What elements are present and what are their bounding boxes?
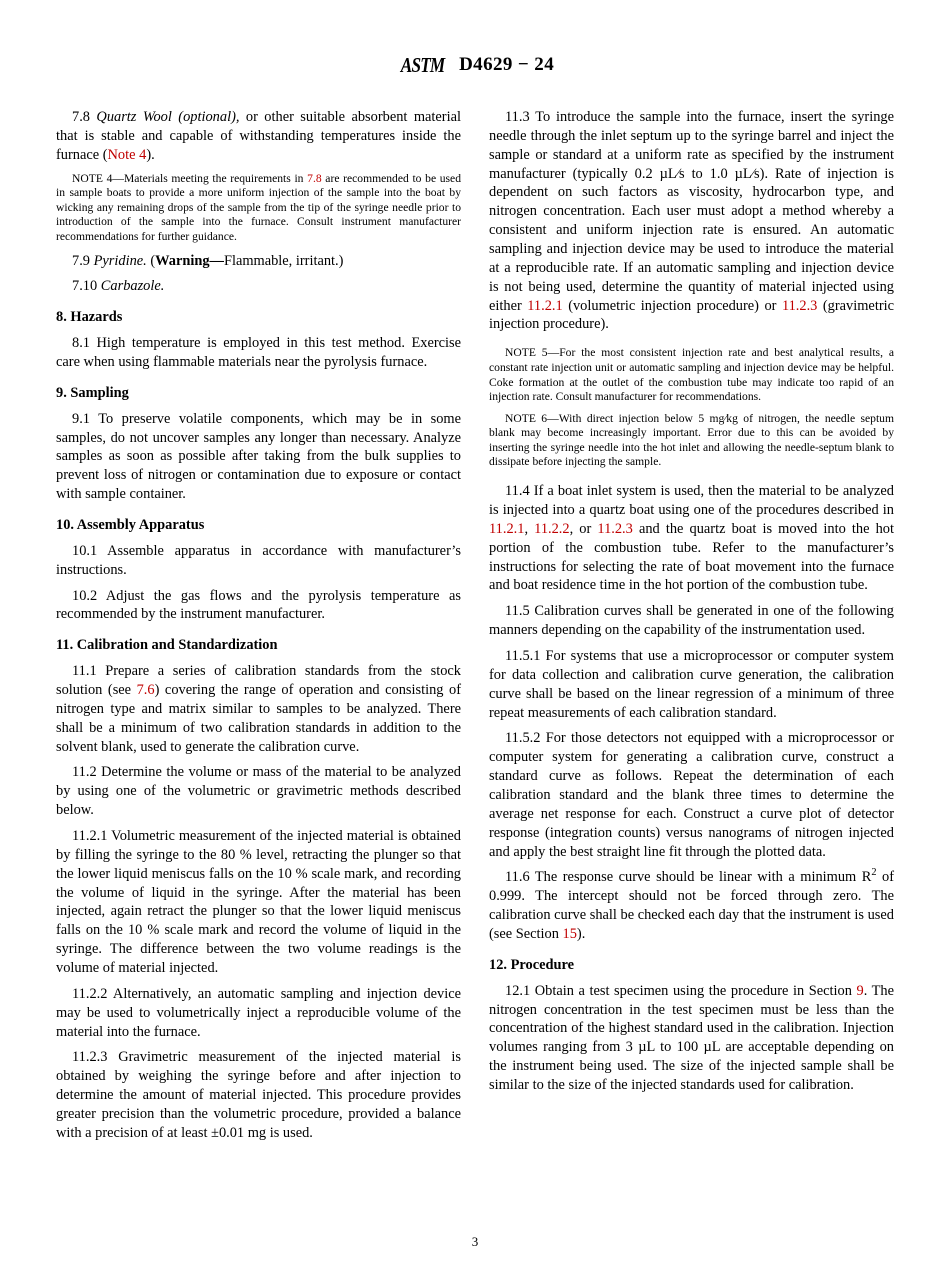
left-column	[56, 108, 461, 1150]
paragraph-7-8	[56, 108, 461, 165]
astm-logo: ASTM	[400, 52, 445, 77]
text-7-8-a: or other suitable absorbent material that is stable and capable of withstanding temperatures inside the furnace (	[56, 109, 461, 163]
paragraph-11-6	[489, 868, 894, 943]
section-heading-9: 9. Sampling	[56, 384, 129, 401]
paragraph-11-2-3: 11.2.3 Gravimetric measurement of the injected material is obtained by weighing the syringe before and after injection to determine the amount of material injected. This procedure provides greater precision than the volumetric procedure, provided a balance with a precision of at least ±0.01 mg is used.	[56, 1049, 461, 1141]
text-7-8-b: ).	[146, 146, 155, 163]
note-6-label: NOTE 6	[505, 411, 548, 425]
xref-7-8[interactable]: 7.8	[307, 171, 322, 185]
text-11-4-a: 11.4 If a boat inlet system is used, then the material to be analyzed is injected into a quartz boat using one of the procedures described in	[489, 483, 894, 518]
paragraph-11-2-2: 11.2.2 Alternatively, an automatic sampling and injection device may be used to volumetrically inject a reproducible volume of the material into the furnace.	[56, 985, 461, 1040]
paragraph-11-1	[56, 662, 461, 756]
xref-11-2-3-b[interactable]: 11.2.3	[597, 520, 633, 537]
label-7-9: 7.9	[72, 252, 90, 269]
paragraph-9-1: 9.1 To preserve volatile components, which may be in some samples, do not uncover samples any longer than necessary. Analyze samples as soon as possible after taking from the bulk supplies to prevent loss of nitrogen or contamination due to exposure or contact with sample container.	[56, 410, 461, 503]
text-11-3-b: (volumetric injection procedure) or	[562, 297, 782, 314]
xref-11-2-1-b[interactable]: 11.2.1	[489, 520, 525, 537]
paragraph-7-9: 7.9 Pyridine. (Warning—Flammable, irritant.)	[72, 252, 344, 269]
paragraph-11-4	[489, 482, 894, 595]
note-6-text: —With direct injection below 5 mg∕kg of nitrogen, the needle septum blank may become increasingly important. Error due to this can be avoided by inserting the syringe needle into the hot inlet and allowing the needle-septum blank to dissipate before injecting the sample.	[489, 411, 894, 469]
paragraph-12-1	[489, 982, 894, 1095]
note-4-text-a: —Materials meeting the requirements in	[112, 171, 308, 185]
page-number: 3	[471, 1234, 479, 1249]
text-12-1-b: . The nitrogen concentration in the test specimen must be less than the concentration of the highest standard used in the calibration. Injection volumes ranging from 3 µL to 100 µL are acceptable depending on the instrument being used. The size of the injected sample shall be similar to the size of the injected standards used for calibration.	[489, 982, 894, 1093]
note-6	[489, 412, 894, 470]
xref-section-9[interactable]: 9	[856, 982, 864, 999]
label-7-8: 7.8	[72, 109, 90, 125]
sep-2: , or	[569, 520, 598, 537]
section-heading-10: 10. Assembly Apparatus	[56, 517, 205, 533]
paragraph-11-5-2: 11.5.2 For those detectors not equipped with a microprocessor or computer system for generating a calibration curve, construct a standard curve as follows. Repeat the determination of each calibration standard and the blank three times to determine the average net response for each. Construct a curve plot of detector response (integration counts) versus nanograms of nitrogen injected and apply the best straight line fit through the plotted data.	[489, 730, 894, 860]
section-heading-12: 12. Procedure	[489, 956, 574, 973]
title-7-10: Carbazole.	[100, 278, 165, 295]
text-7-9: Flammable, irritant.)	[223, 252, 344, 269]
paragraph-7-10	[56, 277, 461, 296]
paragraph-11-5-1: 11.5.1 For systems that use a microprocessor or computer system for data collection and calibration curve generation, the calibration curve shall be based on the linear regression of a minimum of three repeat measurements of each calibration standard.	[489, 647, 894, 721]
paragraph-10-1: 10.1 Assemble apparatus in accordance with manufacturer’s instructions.	[56, 542, 461, 578]
paragraph-11-5: 11.5 Calibration curves shall be generated in one of the following manners depending on the capability of the instrumentation used.	[489, 603, 894, 639]
text-11-6-b: of 0.999. The intercept should not be forced through zero. The calibration curve shall be checked each day that the instrument is used (see Section	[489, 869, 895, 942]
label-7-10: 7.10	[72, 278, 98, 295]
text-11-1-a: 11.1 Prepare a series of calibration standards from the stock solution (see	[56, 663, 461, 699]
warning-label: Warning—	[155, 252, 224, 269]
text-11-6-c: ).	[576, 925, 586, 942]
paragraph-11-3	[489, 108, 894, 334]
title-7-8: Quartz Wool (optional),	[96, 109, 240, 125]
text-11-6-a: 11.6 The response curve should be linear with a minimum R	[505, 869, 872, 886]
section-heading-8: 8. Hazards	[56, 309, 123, 326]
text-12-1-a: 12.1 Obtain a test specimen using the procedure in Section	[505, 982, 857, 999]
paragraph-8-1: 8.1 High temperature is employed in this test method. Exercise care when using flammable materials near the pyrolysis furnace.	[56, 335, 461, 370]
xref-11-2-3[interactable]: 11.2.3	[781, 297, 818, 314]
superscript-2: 2	[871, 867, 877, 879]
section-heading-11: 11. Calibration and Standardization	[56, 637, 278, 654]
paragraph-11-2-1: 11.2.1 Volumetric measurement of the injected material is obtained by filling the syringe to the 80 % level, retracting the plunger so that the lower liquid meniscus falls on the 10 % scale mark, and recording the volume of liquid in the syringe. After the material has been injected, again retract the plunger so that the lower liquid meniscus falls on the 10 % scale mark and record the volume of liquid in the syringe. The difference between the two volume readings is the volume of material injected.	[56, 828, 461, 977]
page-header	[56, 48, 894, 82]
text-11-3-c: (gravimetric injection procedure).	[489, 297, 894, 333]
xref-7-6[interactable]: 7.6	[136, 682, 155, 699]
note-5-label: NOTE 5	[505, 346, 548, 360]
xref-11-2-2[interactable]: 11.2.2	[534, 520, 570, 537]
xref-note-4[interactable]: Note 4	[107, 146, 147, 163]
sep-1: ,	[524, 520, 535, 537]
text-11-4-b: and the quartz boat is moved into the hot portion of the combustion tube. Refer to the manufacturer’s instructions for selecting the rate of boat movement into the furnace and boat residence time in the hot portion of the combustion tube.	[489, 520, 894, 594]
xref-11-2-1[interactable]: 11.2.1	[527, 297, 563, 314]
paragraph-10-2: 10.2 Adjust the gas flows and the pyrolysis temperature as recommended by the instrument manufacturer.	[56, 587, 461, 623]
document-designation: D4629 − 24	[459, 54, 555, 75]
note-5	[489, 346, 894, 404]
paragraph-11-2: 11.2 Determine the volume or mass of the material to be analyzed by using one of the volumetric or gravimetric methods described below.	[56, 764, 461, 819]
text-11-3-a: 11.3 To introduce the sample into the furnace, insert the syringe needle through the inlet septum up to the syringe barrel and inject the sample or standard at a uniform rate as specified by the instrument manufacturer (typically 0.2 µL∕s to 1.0 µL∕s). Rate of injection is dependent on such factors as viscosity, hydrocarbon type, and nitrogen concentration. Each user must adopt a method whereby a consistent and uniform injection rate is ensured. An automatic sampling and injection device may be used to introduce the material at a reproducible rate. If an automatic sampling and injection device is not being used, determine the quantity of material injected using either	[489, 109, 894, 314]
note-4-text-b: are recommended to be used in sample boats to provide a more uniform injection of the sample into the boat by wicking any remaining drops of the sample from the tip of the syringe needle prior to introduction of the sample into the furnace. Consult instrument manufacturer recommendations for further guidance.	[56, 171, 462, 243]
two-column-body	[56, 108, 894, 1150]
title-7-9: Pyridine.	[93, 252, 147, 269]
note-4-label: NOTE 4	[72, 171, 113, 185]
xref-section-15[interactable]: 15	[562, 925, 577, 942]
note-4	[56, 172, 461, 245]
note-5-text: —For the most consistent injection rate and best analytical results, a constant rate injection unit or automatic sampling and injection device may be helpful. Coke formation at the outlet of the combustion tube may indicate too rapid of an injection rate. Consult manufacturer for recommendations.	[489, 346, 895, 404]
text-11-1-b: ) covering the range of operation and consisting of nitrogen type and matrix similar to samples to be analyzed. There shall be a minimum of two calibration standards in addition to the solvent blank, used to generate the calibration curve.	[56, 682, 461, 755]
right-column	[489, 108, 894, 1102]
